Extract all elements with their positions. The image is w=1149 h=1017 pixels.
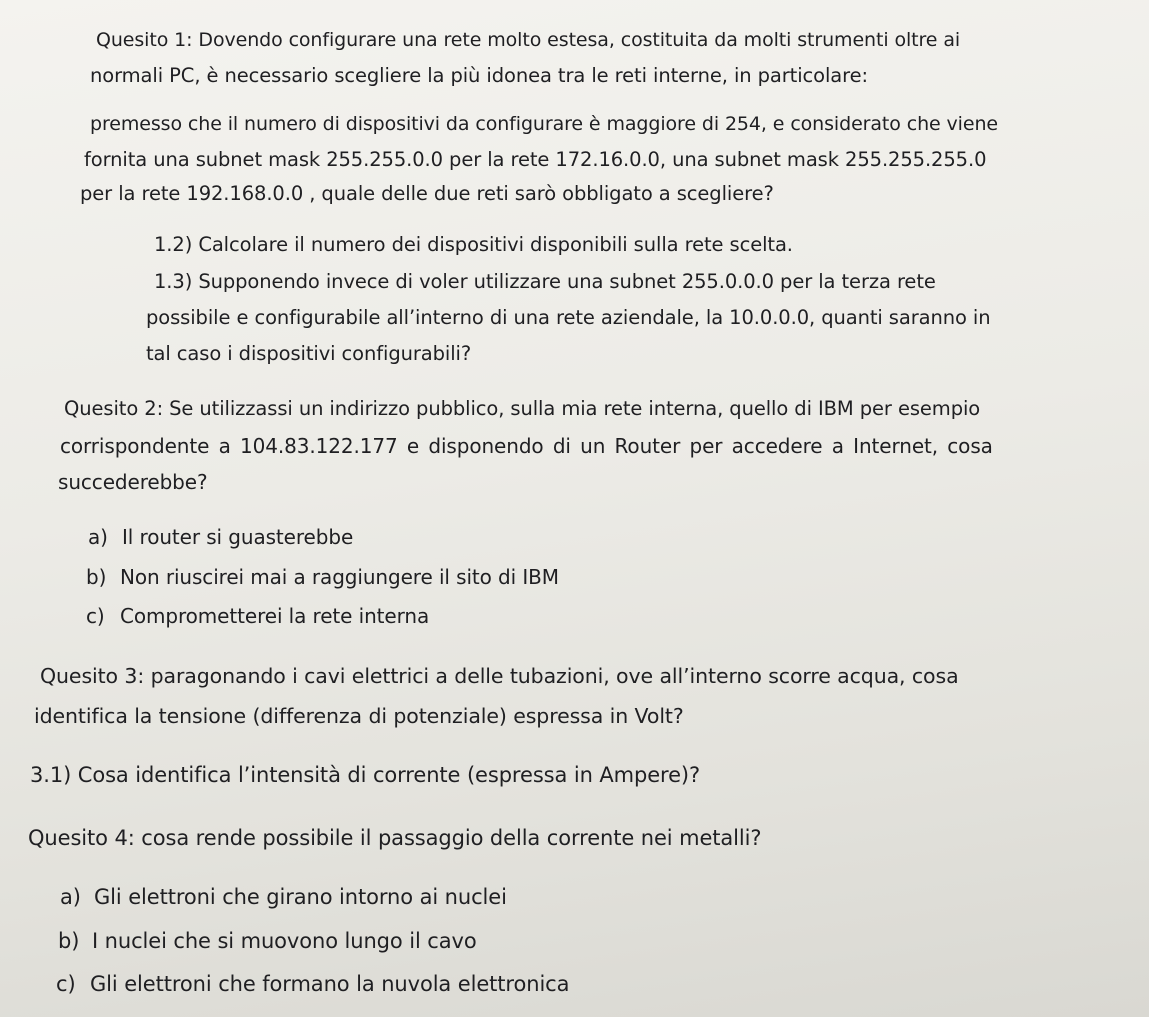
q4-option-c-letter: c) xyxy=(56,972,76,996)
q1-line-1: Quesito 1: Dovendo configurare una rete molto estesa, costituita da molti strumenti oltre ai xyxy=(96,29,961,51)
q2-option-a-letter: a) xyxy=(88,525,108,549)
q2-line-1: Quesito 2: Se utilizzassi un indirizzo pubblico, sulla mia rete interna, quello di IBM per esempio xyxy=(64,397,981,420)
q2-option-b-text: Non riuscirei mai a raggiungere il sito di IBM xyxy=(120,565,559,589)
q1-line-2: normali PC, è necessario scegliere la più idonea tra le reti interne, in particolare: xyxy=(90,64,869,87)
q4-option-a-text: Gli elettroni che girano intorno ai nuclei xyxy=(94,885,507,909)
q2-option-a-text: Il router si guasterebbe xyxy=(122,525,354,549)
q3-line-1: Quesito 3: paragonando i cavi elettrici a delle tubazioni, ove all’interno scorre acqua, cosa xyxy=(40,664,959,688)
q2-line-2: corrispondente a 104.83.122.177 e disponendo di un Router per accedere a Internet, cosa xyxy=(60,434,993,458)
q4-option-b-letter: b) xyxy=(58,929,80,953)
q2-line-3: succederebbe? xyxy=(58,470,208,494)
q1-line-5: per la rete 192.168.0.0 , quale delle due reti sarò obbligato a scegliere? xyxy=(80,182,774,205)
q4-option-b-text: I nuclei che si muovono lungo il cavo xyxy=(92,929,477,953)
q1-line-3: premesso che il numero di dispositivi da configurare è maggiore di 254, e considerato che viene xyxy=(90,113,998,135)
q2-option-c-letter: c) xyxy=(86,604,105,628)
q2-option-c-text: Comprometterei la rete interna xyxy=(120,604,430,628)
q1-sub-1-2: 1.2) Calcolare il numero dei dispositivi disponibili sulla rete scelta. xyxy=(154,233,793,256)
q4-option-c-text: Gli elettroni che formano la nuvola elettronica xyxy=(90,972,570,996)
q4-option-a-letter: a) xyxy=(60,885,81,909)
q2-option-c xyxy=(86,604,429,628)
q4-option-c xyxy=(56,972,569,996)
q2-option-b-letter: b) xyxy=(86,565,107,589)
q1-sub-1-3-line-1: 1.3) Supponendo invece di voler utilizzare una subnet 255.0.0.0 per la terza rete xyxy=(154,270,936,293)
q3-line-2: identifica la tensione (differenza di potenziale) espressa in Volt? xyxy=(34,704,684,728)
q4-line-1: Quesito 4: cosa rende possibile il passaggio della corrente nei metalli? xyxy=(28,826,762,850)
q4-option-b xyxy=(58,929,477,953)
q1-line-4: fornita una subnet mask 255.255.0.0 per la rete 172.16.0.0, una subnet mask 255.255.255.0 xyxy=(84,148,987,171)
q4-option-a xyxy=(60,885,507,909)
q2-option-b xyxy=(86,565,559,589)
q2-option-a xyxy=(88,525,353,549)
q3-sub-3-1: 3.1) Cosa identifica l’intensità di corrente (espressa in Ampere)? xyxy=(30,763,701,787)
q1-sub-1-3-line-2: possibile e configurabile all’interno di una rete aziendale, la 10.0.0.0, quanti saranno in xyxy=(146,306,991,329)
q1-sub-1-3-line-3: tal caso i dispositivi configurabili? xyxy=(146,342,472,365)
